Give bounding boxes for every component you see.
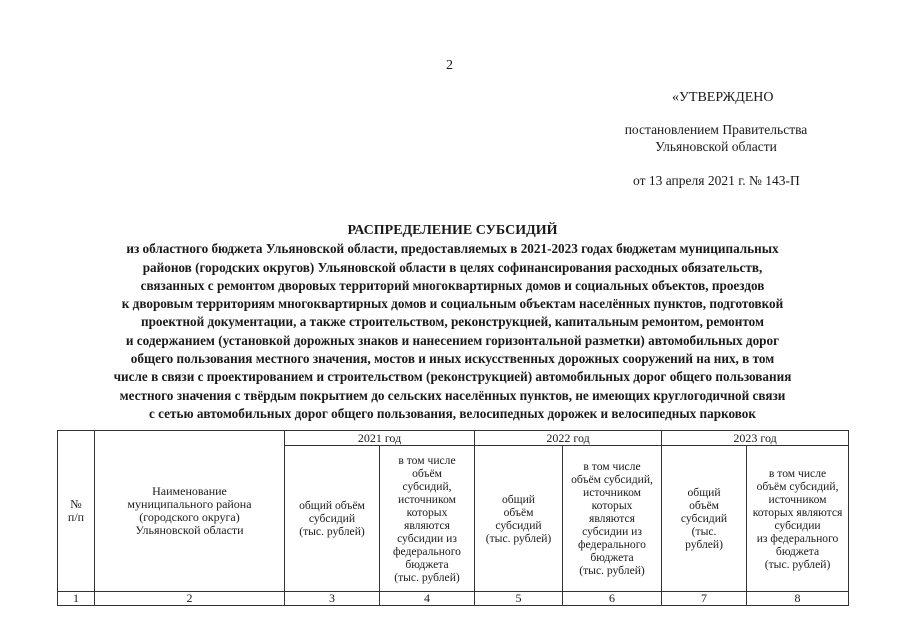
document-title: [60, 222, 845, 423]
decree-date: от 13 апреля 2021 г. № 143-П: [633, 173, 800, 188]
column-header-year: 2021 год: [285, 431, 475, 446]
column-number-row: [58, 592, 849, 606]
title-line: к дворовым территориям многоквартирных домов и социальным объектам населённых пунктов, подготовкой: [121, 296, 784, 312]
title-line: проектной документации, а также строительством, реконструкцией, капитальным ремонтом, ремонтом: [141, 314, 764, 330]
column-number: 1: [58, 592, 95, 606]
column-number: 3: [285, 592, 380, 606]
column-number: 5: [475, 592, 563, 606]
title-heading: РАСПРЕДЕЛЕНИЕ СУБСИДИЙ: [347, 223, 558, 238]
column-header-name: Наименование муниципального района (городского округа) Ульяновской области: [95, 431, 285, 592]
column-number: 8: [747, 592, 849, 606]
decree-line: постановлением Правительства: [624, 122, 808, 137]
column-number: 2: [95, 592, 285, 606]
decree-line: Ульяновской области: [655, 139, 777, 154]
title-line: связанных с ремонтом дворовых территорий многоквартирных домов и социальных объектов, проездов: [140, 277, 765, 293]
approval-stamp: «УТВЕРЖДЕНО: [672, 90, 774, 105]
subsidy-table: [57, 430, 849, 606]
column-number: 6: [563, 592, 662, 606]
column-subheader: общий объём субсидий (тыс. рублей): [285, 446, 380, 592]
title-line: и содержанием (установкой дорожных знаков и нанесением горизонтальной разметки) автомобильных дорог: [125, 332, 780, 348]
column-subheader: в том числе объём субсидий, источником которых являются субсидии из федерального бюджета (тыс. рублей): [380, 446, 475, 592]
decree-reference: [600, 121, 832, 155]
title-line: районов (городских округов) Ульяновской области в целях софинансирования расходных обязательств,: [142, 259, 763, 275]
table-header-row: [58, 431, 849, 446]
column-number: 7: [662, 592, 747, 606]
column-header-number: № п/п: [58, 431, 95, 592]
column-subheader: общий объём субсидий (тыс. рублей): [475, 446, 563, 592]
column-subheader: в том числе объём субсидий, источником которых являются субсидии из федерального бюджета (тыс. рублей): [563, 446, 662, 592]
title-line: общего пользования местного значения, мостов и иных искусственных дорожных сооружений на них, в том: [130, 351, 775, 367]
column-subheader: общий объём субсидий (тыс. рублей): [662, 446, 747, 592]
title-line: из областного бюджета Ульяновской области, предоставляемых в 2021-2023 годах бюджетам муниципальных: [126, 241, 779, 257]
title-line: числе в связи с проектированием и строительством (реконструкцией) автомобильных дорог общего пользования: [113, 369, 792, 385]
title-line: с сетью автомобильных дорог общего пользования, велосипедных дорожек и велосипедных парковок: [149, 405, 756, 421]
column-header-year: 2023 год: [662, 431, 849, 446]
column-header-year: 2022 год: [475, 431, 662, 446]
column-subheader: в том числе объём субсидий, источником которых являются субсидии из федерального бюджета (тыс. рублей): [747, 446, 849, 592]
column-number: 4: [380, 592, 475, 606]
page-number: 2: [446, 58, 453, 73]
title-line: местного значения с твёрдым покрытием до сельских населённых пунктов, не имеющих круглогодичной связи: [119, 387, 786, 403]
